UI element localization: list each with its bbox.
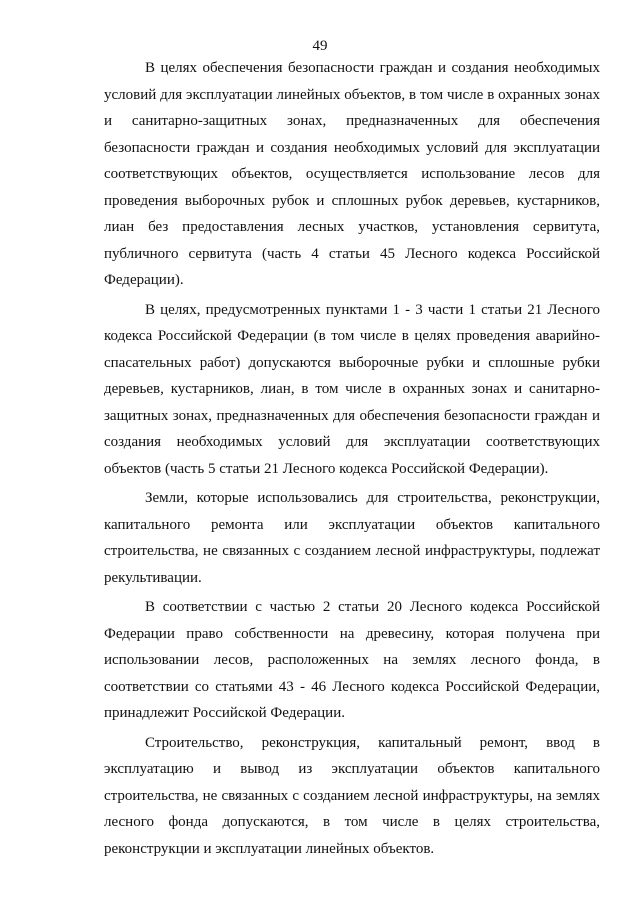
paragraph-emergency-rescue: В целях, предусмотренных пунктами 1 - 3 части 1 статьи 21 Лесного кодекса Российской Федерации (в том числе в целях проведения аварийно-спасательных работ) допускаются выборочные рубки и сплошные рубки деревьев, кустарников, лиан, в том числе в охранных зонах и санитарно-защитных зонах, предназначенных для обеспечения безопасности граждан и создания необходимых условий для эксплуатации соответствующих объектов (часть 5 статьи 21 Лесного кодекса Российской Федерации). <box>104 301 600 477</box>
page-number: 49 <box>312 38 328 54</box>
paragraph-timber-ownership: В соответствии с частью 2 статьи 20 Лесного кодекса Российской Федерации право собственности на древесину, которая получена при использовании лесов, расположенных на землях лесного фонда, в соответствии со статьями 43 - 46 Лесного кодекса Российской Федерации, принадлежит Российской Федерации. <box>104 599 600 721</box>
paragraph-construction-permitted: Строительство, реконструкция, капитальный ремонт, ввод в эксплуатацию и вывод из эксплуатации объектов капитального строительства, не связанных с созданием лесной инфраструктуры, на землях лесного фонда допускаются, в том числе в целях строительства, реконструкции и эксплуатации линейных объектов. <box>104 734 600 857</box>
paragraph-recultivation: Земли, которые использовались для строительства, реконструкции, капитального ремонта или эксплуатации объектов капитального строительства, не связанных с созданием лесной инфраструктуры, подлежат рекультивации. <box>104 490 600 586</box>
document-body <box>104 55 600 865</box>
paragraph-safety-linear-objects: В целях обеспечения безопасности граждан и создания необходимых условий для эксплуатации линейных объектов, в том числе в охранных зонах и санитарно-защитных зонах, предназначенных для обеспечения безопасности граждан и создания необходимых условий для эксплуатации соответствующих объектов, осуществляется использование лесов для проведения выборочных рубок и сплошных рубок деревьев, кустарников, лиан без предоставления лесных участков, установления сервитута, публичного сервитута (часть 4 статьи 45 Лесного кодекса Российской Федерации). <box>104 60 600 288</box>
